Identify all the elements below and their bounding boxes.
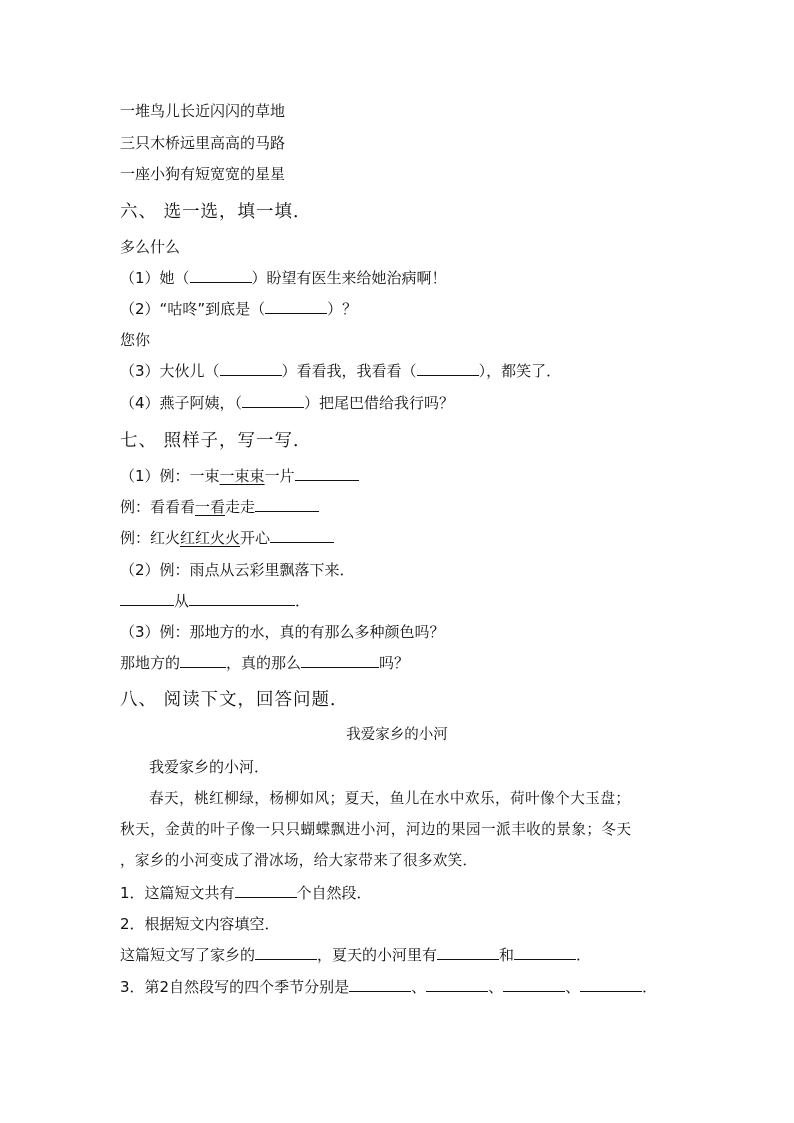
q6-3-prefix: （3）大伙儿（: [120, 362, 220, 380]
ex7-3-underlined: 红红火火: [180, 529, 241, 547]
answer-blank[interactable]: [255, 945, 317, 960]
answer-blank[interactable]: [189, 591, 295, 606]
answer-blank[interactable]: [190, 268, 252, 283]
ex7-1-underlined: 一束束: [219, 467, 265, 485]
answer-blank[interactable]: [180, 653, 226, 668]
question-8-3: [120, 977, 657, 997]
q6-4-prefix: （4）燕子阿姨，（: [120, 394, 243, 412]
ex7-1-suffix: 一片: [264, 467, 295, 485]
q8-1-prefix: 1．这篇短文共有: [120, 884, 235, 902]
q6-3-middle: ）看看我，我看看（: [281, 362, 417, 380]
q8-3-prefix: 3．第2自然段写的四个季节分别是: [120, 978, 350, 996]
question-8-2: 2．根据短文内容填空．: [120, 915, 280, 933]
answer-7-4: [120, 591, 310, 611]
word-group-1: 多么什么: [120, 238, 181, 256]
passage-paragraph-2-line-1: 春天，桃红柳绿，杨柳如风；夏天，鱼儿在水中欢乐，荷叶像个大玉盘；: [149, 790, 631, 807]
match-row-3: 一座小狗有短宽宽的星星: [120, 165, 286, 183]
passage-paragraph-2-line-3: ，家乡的小河变成了滑冰场，给大家带来了很多欢笑．: [120, 852, 478, 869]
q8-2-middle-1: ，夏天的小河里有: [317, 946, 438, 964]
q6-2-prefix: （2）“咕咚”到底是（: [120, 300, 266, 318]
q8-2-prefix: 这篇短文写了家乡的: [120, 946, 256, 964]
ans7-4-middle: 从: [174, 592, 190, 610]
answer-blank[interactable]: [437, 945, 499, 960]
answer-blank[interactable]: [417, 361, 479, 376]
answer-blank[interactable]: [220, 361, 282, 376]
ex7-3-prefix: 例：红火: [120, 529, 181, 547]
passage-paragraph-2-line-2: 秋天，金黄的叶子像一只只蝴蝶飘进小河，河边的果园一派丰收的景象；冬天: [120, 821, 632, 838]
passage-paragraph-1: 我爱家乡的小河．: [149, 758, 270, 776]
q8-3-separator: 、: [411, 978, 427, 996]
q8-3-separator: 、: [488, 978, 504, 996]
example-7-3: [120, 528, 334, 548]
ex7-2-underlined: 一看: [195, 498, 226, 516]
q6-2-suffix: ）？: [327, 300, 358, 318]
example-7-1: [120, 466, 359, 486]
answer-blank[interactable]: [242, 393, 304, 408]
ex7-2-suffix: 走走: [225, 498, 256, 516]
answer-blank[interactable]: [120, 591, 174, 606]
answer-blank[interactable]: [514, 945, 576, 960]
question-6-3: [120, 361, 561, 381]
answer-blank[interactable]: [580, 977, 642, 992]
answer-blank[interactable]: [426, 977, 488, 992]
question-6-4: [120, 393, 454, 413]
word-group-2: 您你: [120, 331, 151, 349]
example-7-5: （3）例：那地方的水，真的有那么多种颜色吗？: [120, 623, 445, 641]
q8-2-middle-2: 和: [499, 946, 515, 964]
section-7-heading: 七、 照样子，写一写．: [120, 431, 312, 451]
match-row-2: 三只木桥远里高高的马路: [120, 134, 286, 152]
question-6-2: [120, 299, 357, 319]
answer-blank[interactable]: [270, 528, 334, 543]
answer-blank[interactable]: [295, 466, 359, 481]
ans7-5-middle: ，真的那么: [226, 654, 302, 672]
answer-blank[interactable]: [349, 977, 411, 992]
ex7-2-prefix: 例：看看看: [120, 498, 196, 516]
question-8-2-fill: [120, 945, 591, 965]
q6-4-suffix: ）把尾巴借给我行吗？: [304, 394, 455, 412]
q6-1-suffix: ）盼望有医生来给她治病啊！: [251, 269, 447, 287]
answer-blank[interactable]: [503, 977, 565, 992]
question-8-1: [120, 883, 372, 903]
ans7-4-end: ．: [295, 592, 311, 610]
q8-1-suffix: 个自然段．: [296, 884, 372, 902]
answer-7-5: [120, 653, 409, 673]
section-6-heading: 六、 选一选，填一填．: [120, 202, 312, 222]
answer-blank[interactable]: [301, 653, 379, 668]
q8-3-separator: 、: [565, 978, 581, 996]
q8-3-end: ．: [642, 978, 658, 996]
ex7-3-suffix: 开心: [240, 529, 271, 547]
ans7-5-suffix: 吗？: [379, 654, 410, 672]
answer-blank[interactable]: [235, 883, 297, 898]
answer-blank[interactable]: [265, 299, 327, 314]
ex7-1-prefix: （1）例：一束: [120, 467, 220, 485]
ans7-5-prefix: 那地方的: [120, 654, 181, 672]
passage-title: 我爱家乡的小河: [346, 727, 448, 743]
question-6-1: [120, 268, 447, 288]
q8-2-end: ．: [576, 946, 592, 964]
example-7-2: [120, 497, 319, 517]
q6-1-prefix: （1）她（: [120, 269, 190, 287]
q6-3-suffix: ），都笑了．: [478, 362, 562, 380]
example-7-4: （2）例：雨点从云彩里飘落下来．: [120, 561, 355, 579]
section-8-heading: 八、 阅读下文，回答问题．: [120, 690, 349, 710]
match-row-1: 一堆鸟儿长近闪闪的草地: [120, 102, 286, 120]
answer-blank[interactable]: [255, 497, 319, 512]
